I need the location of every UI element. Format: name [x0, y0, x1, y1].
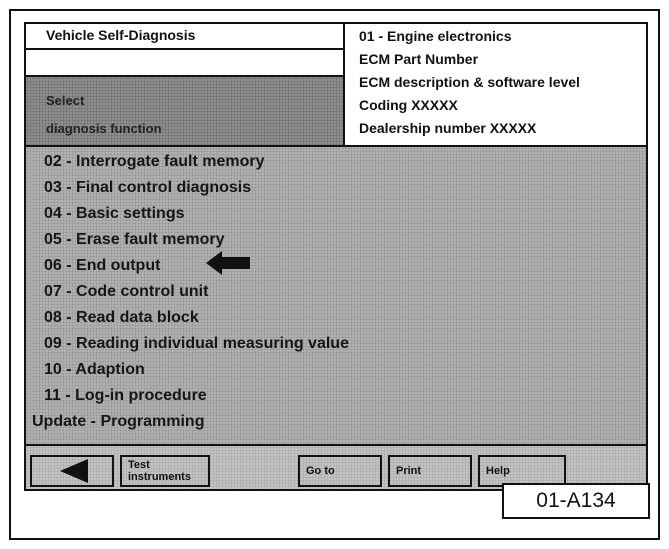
menu-item-read-data-block[interactable]: 08 - Read data block — [44, 309, 199, 326]
function-menu — [26, 145, 646, 444]
back-arrow-icon — [60, 459, 90, 483]
blank-header-cell — [26, 50, 345, 77]
figure-code-label: 01-A134 — [502, 483, 650, 519]
ecm-coding: Coding XXXXX — [359, 97, 458, 113]
menu-item-code-control-unit[interactable]: 07 - Code control unit — [44, 283, 209, 300]
prompt-line-1: Select — [46, 93, 85, 108]
test-instruments-label-2: instruments — [128, 471, 191, 483]
ecm-info-panel — [345, 24, 646, 145]
back-button[interactable] — [30, 455, 114, 487]
print-button[interactable]: Print — [388, 455, 472, 487]
menu-item-reading-measuring-value[interactable]: 09 - Reading individual measuring value — [44, 335, 349, 352]
goto-button[interactable]: Go to — [298, 455, 382, 487]
menu-item-log-in-procedure[interactable]: 11 - Log-in procedure — [44, 387, 207, 404]
menu-item-interrogate-fault-memory[interactable]: 02 - Interrogate fault memory — [44, 153, 265, 170]
menu-item-update-programming[interactable]: Update - Programming — [32, 413, 205, 430]
dealership-number: Dealership number XXXXX — [359, 120, 537, 136]
menu-item-end-output[interactable]: 06 - End output — [44, 257, 161, 274]
ecm-system: 01 - Engine electronics — [359, 28, 512, 44]
left-arrow-icon — [206, 251, 252, 275]
diagnosis-screen — [24, 22, 648, 491]
prompt-line-2: diagnosis function — [46, 121, 162, 136]
test-instruments-label-1: Test — [128, 459, 150, 471]
select-function-prompt — [26, 77, 345, 145]
menu-item-final-control-diagnosis[interactable]: 03 - Final control diagnosis — [44, 179, 252, 196]
test-instruments-button[interactable] — [120, 455, 210, 487]
ecm-description: ECM description & software level — [359, 74, 580, 90]
menu-item-erase-fault-memory[interactable]: 05 - Erase fault memory — [44, 231, 225, 248]
menu-item-basic-settings[interactable]: 04 - Basic settings — [44, 205, 185, 222]
ecm-part-number: ECM Part Number — [359, 51, 479, 67]
help-button[interactable]: Help — [478, 455, 566, 487]
figure-frame — [9, 9, 660, 540]
screen-title: Vehicle Self-Diagnosis — [26, 24, 345, 50]
menu-item-adaption[interactable]: 10 - Adaption — [44, 361, 145, 378]
